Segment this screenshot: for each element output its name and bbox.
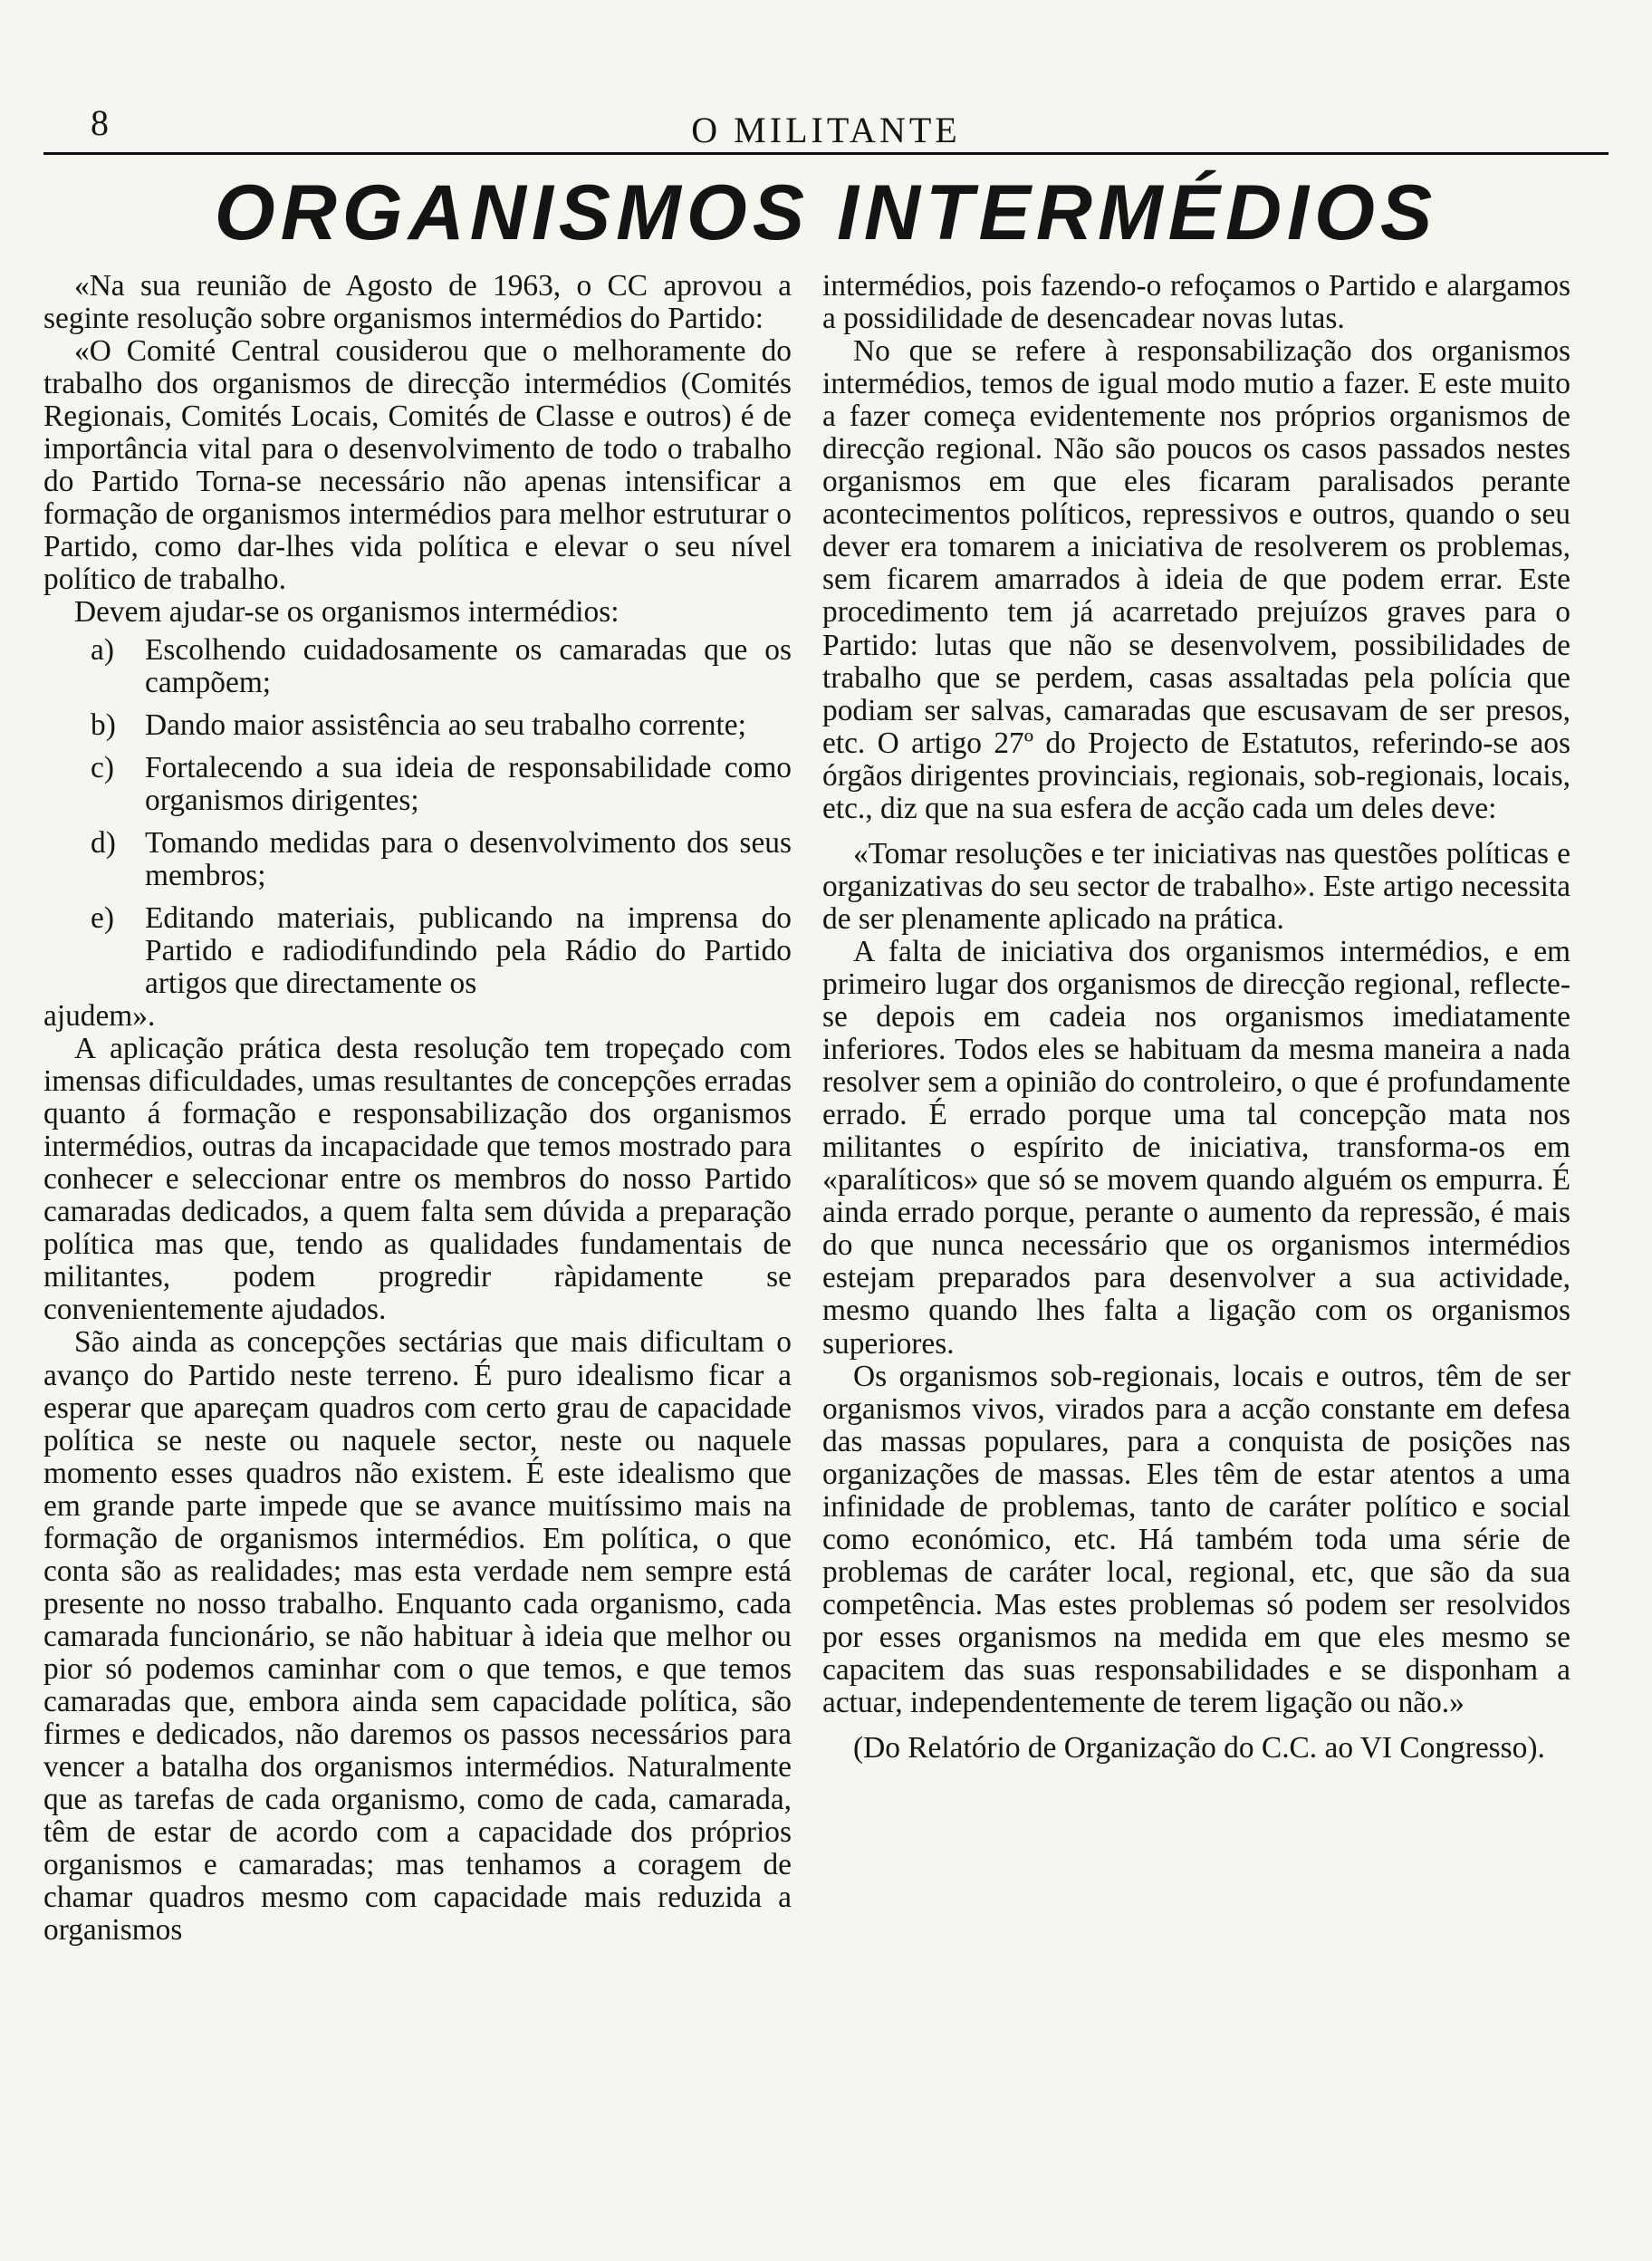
paragraph: São ainda as concepções sectárias que mais dificultam o avanço do Partido neste terreno. É puro idealismo ficar a esperar que apareçam quadros com certo grau de capacidade política se neste ou naquele sector, neste ou naquele momento esses quadros não existem. É este idealismo que em grande parte impede que se avance muitíssimo mais na formação de organismos intermédios. Em política, o que conta são as realidades; mas esta verdade nem sempre está presente no nosso trabalho. Enquanto cada organismo, cada camarada funcionário, se não habituar à ideia que melhor ou pior só podemos caminhar com o que temos, e que temos camaradas que, embora ainda sem capacidade política, são firmes e dedicados, não daremos os passos necessários para vencer a batalha dos organismos intermédios. Naturalmente que as tarefas de cada organismo, como de cada, camarada, têm de estar de acordo com a capacidade dos próprios organismos e camaradas; mas tenhamos a coragem de chamar quadros mesmo com capacidade mais reduzida a organismos [43, 1325, 792, 1948]
paragraph: No que se refere à responsabilização dos organismos intermédios, temos de igual modo mutio a fazer. E este muito a fazer começa evidentemente nos próprios organismos de direcção regional. Não são poucos os casos passados nestes organismos em que eles ficaram paralisados perante acontecimentos políticos, repressivos e outros, quando o seu dever era tomarem a iniciativa de resolverem os problemas, sem ficarem amarrados à ideia de que podem errar. Este procedimento tem já acarretado prejuízos graves para o Partido: lutas que não se desenvolvem, possibilidades de trabalho que se perdem, casas assaltadas pela polícia que podiam ser salvas, camaradas que escusavam de ser presos, etc. O artigo 27º do Projecto de Estatutos, referindo-se aos órgãos dirigentes provinciais, regionais, sob-regionais, locais, etc., diz que na sua esfera de acção cada um deles deve: [822, 334, 1570, 825]
list-letter: b) [91, 707, 116, 742]
right-column [822, 270, 1570, 1765]
list-text: Tomando medidas para o desenvolvimento dos seus membros; [145, 825, 792, 892]
list-letter: c) [91, 750, 114, 784]
paragraph: ajudem». [43, 998, 156, 1033]
list-item [43, 827, 792, 892]
quote-paragraph: «Tomar resoluções e ter iniciativas nas questões políticas e organizativas do seu sector de trabalho». Este artigo necessita de ser plenamente aplicado na prática. [822, 836, 1570, 936]
paragraph: A falta de iniciativa dos organismos intermédios, e em primeiro lugar dos organismos de direcção regional, reflecte-se depois em cadeia nos organismos imediatamente inferiores. Todos eles se habituam da mesma maneira a nada resolver sem a opinião do controleiro, o que é profundamente errado. É errado porque uma tal concepção mata nos militantes o espírito de iniciativa, transforma-os em «paralíticos» que só se movem quando alguém os empurra. É ainda errado porque, perante o aumento da repressão, é mais do que nunca necessário que os organismos intermédios estejam preparados para desenvolver a sua actividade, mesmo quando lhes falta a ligação com os organismos superiores. [822, 934, 1570, 1361]
list-letter: d) [91, 825, 116, 860]
list-text: Dando maior assistência ao seu trabalho corrente; [145, 707, 746, 742]
paragraph: «Na sua reunião de Agosto de 1963, o CC aprovou a seginte resolução sobre organismos intermédios do Partido: [43, 269, 792, 336]
list-text: Editando materiais, publicando na imprensa do Partido e radiodifundindo pela Rádio do Partido artigos que directamente os [145, 900, 792, 1000]
journal-name: O MILITANTE [691, 110, 961, 150]
paragraph: intermédios, pois fazendo-o refoçamos o Partido e alargamos a possidilidade de desencadear novas lutas. [822, 269, 1570, 336]
paragraph: Devem ajudar-se os organismos intermédios: [74, 595, 620, 630]
left-column [43, 270, 792, 1947]
list-item [43, 634, 792, 699]
page-number: 8 [91, 102, 109, 143]
list-text: Escolhendo cuidadosamente os camaradas que os campõem; [145, 632, 792, 699]
paragraph: Os organismos sob-regionais, locais e outros, têm de ser organismos vivos, virados para a acção constante em defesa das massas populares, para a conquista de posições nas organizações de massas. Eles têm de estar atentos a uma infinidade de problemas, tanto de caráter político e social como económico, etc. Há também toda uma série de problemas de caráter local, regional, etc, que são da sua competência. Mas estes problemas só podem ser resolvidos por esses organismos na medida em que eles mesmo se capacitem das suas responsabilidades e se disponham a actuar, independentemente de terem ligação ou não.» [822, 1359, 1570, 1720]
article-title: ORGANISMOS INTERMÉDIOS [214, 169, 1438, 256]
source-citation: (Do Relatório de Organização do C.C. ao VI Congresso). [853, 1731, 1545, 1766]
list-item [43, 902, 792, 1000]
list-letter: e) [91, 900, 114, 935]
list-text: Fortalecendo a sua ideia de responsabilidade como organismos dirigentes; [145, 750, 792, 817]
header-rule [43, 152, 1609, 155]
paragraph: «O Comité Central cousiderou que o melhoramente do trabalho dos organismos de direcção intermédios (Comités Regionais, Comités Locais, Comités de Classe e outros) é de importância vital para o desenvolvimento de todo o trabalho do Partido Torna-se necessário não apenas intensificar a formação de organismos intermédios para melhor estruturar o Partido, como dar-lhes vida política e elevar o seu nível político de trabalho. [43, 334, 792, 597]
paragraph: A aplicação prática desta resolução tem tropeçado com imensas dificuldades, umas resultantes de concepções erradas quanto á formação e responsabilização dos organismos intermédios, outras da incapacidade que temos mostrado para conhecer e seleccionar entre os membros do nosso Partido camaradas dedicados, a quem falta sem dúvida a preparação política mas que, tendo as qualidades fundamentais de militantes, podem progredir ràpidamente se convenientemente ajudados. [43, 1032, 792, 1327]
list-item [43, 709, 792, 742]
list-letter: a) [91, 632, 114, 667]
list-item [43, 752, 792, 817]
running-head [43, 101, 1609, 152]
